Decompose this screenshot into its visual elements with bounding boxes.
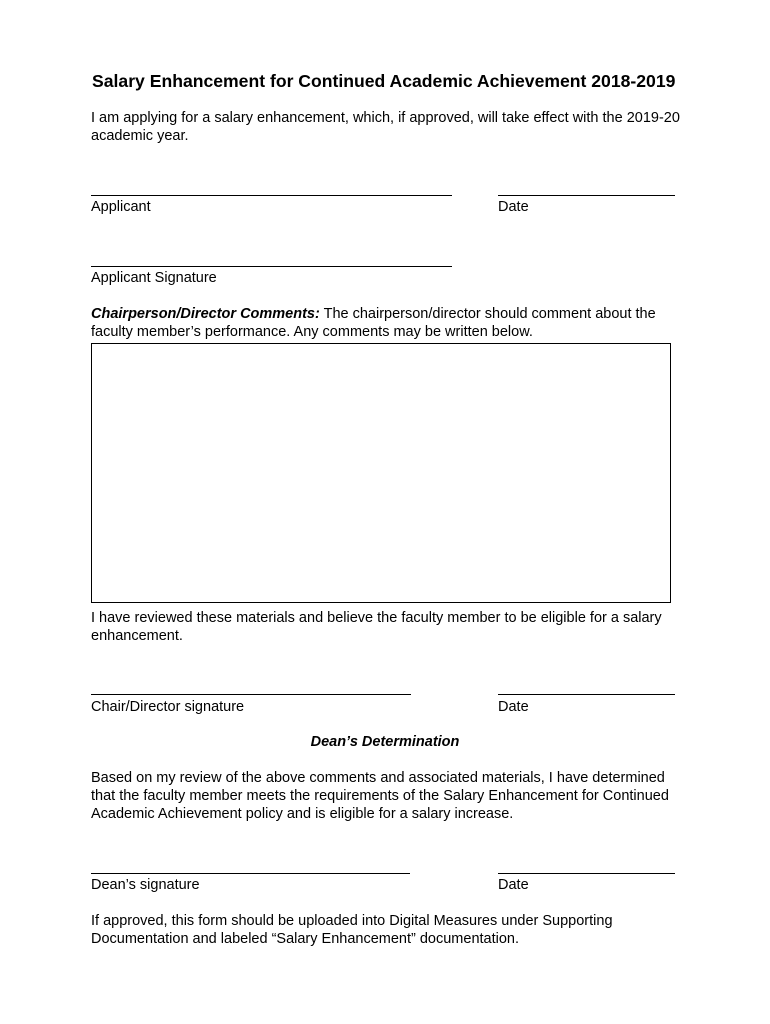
- dean-signature-label: Dean’s signature: [91, 877, 200, 893]
- applicant-date-label: Date: [498, 199, 529, 215]
- applicant-signature-label: Applicant Signature: [91, 270, 217, 286]
- applicant-signature-line[interactable]: [91, 266, 452, 267]
- deans-determination-heading: Dean’s Determination: [310, 734, 460, 750]
- chair-signature-label: Chair/Director signature: [91, 699, 245, 715]
- intro-paragraph: I am applying for a salary enhancement, which, if approved, will take effect with the 2019-20 academic year.: [91, 110, 680, 144]
- footer-instructions: If approved, this form should be uploaded into Digital Measures under Supporting Documentation and labeled “Salary Enhancement” documentation.: [91, 913, 613, 947]
- chair-signature-line[interactable]: [91, 694, 411, 695]
- comments-heading: Chairperson/Director Comments:: [91, 306, 320, 322]
- deans-determination-text: Based on my review of the above comments and associated materials, I have determined that the faculty member meets the requirements of the Salary Enhancement for Continued Academic Achievement policy and is eligible for a salary increase.: [91, 770, 669, 822]
- dean-date-line[interactable]: [498, 873, 675, 874]
- applicant-label: Applicant: [91, 199, 151, 215]
- reviewed-statement: I have reviewed these materials and believe the faculty member to be eligible for a salary enhancement.: [91, 610, 662, 644]
- applicant-date-line[interactable]: [498, 195, 675, 196]
- applicant-line[interactable]: [91, 195, 452, 196]
- dean-date-label: Date: [498, 877, 529, 893]
- chair-date-line[interactable]: [498, 694, 675, 695]
- comments-instructions: [91, 305, 681, 341]
- chair-date-label: Date: [498, 699, 529, 715]
- page-title: Salary Enhancement for Continued Academic Achievement 2018-2019: [92, 71, 676, 91]
- comments-text: The chairperson/director should comment about the faculty member’s performance. Any comments may be written below.: [91, 306, 656, 340]
- comments-box[interactable]: [91, 343, 671, 603]
- dean-signature-line[interactable]: [91, 873, 410, 874]
